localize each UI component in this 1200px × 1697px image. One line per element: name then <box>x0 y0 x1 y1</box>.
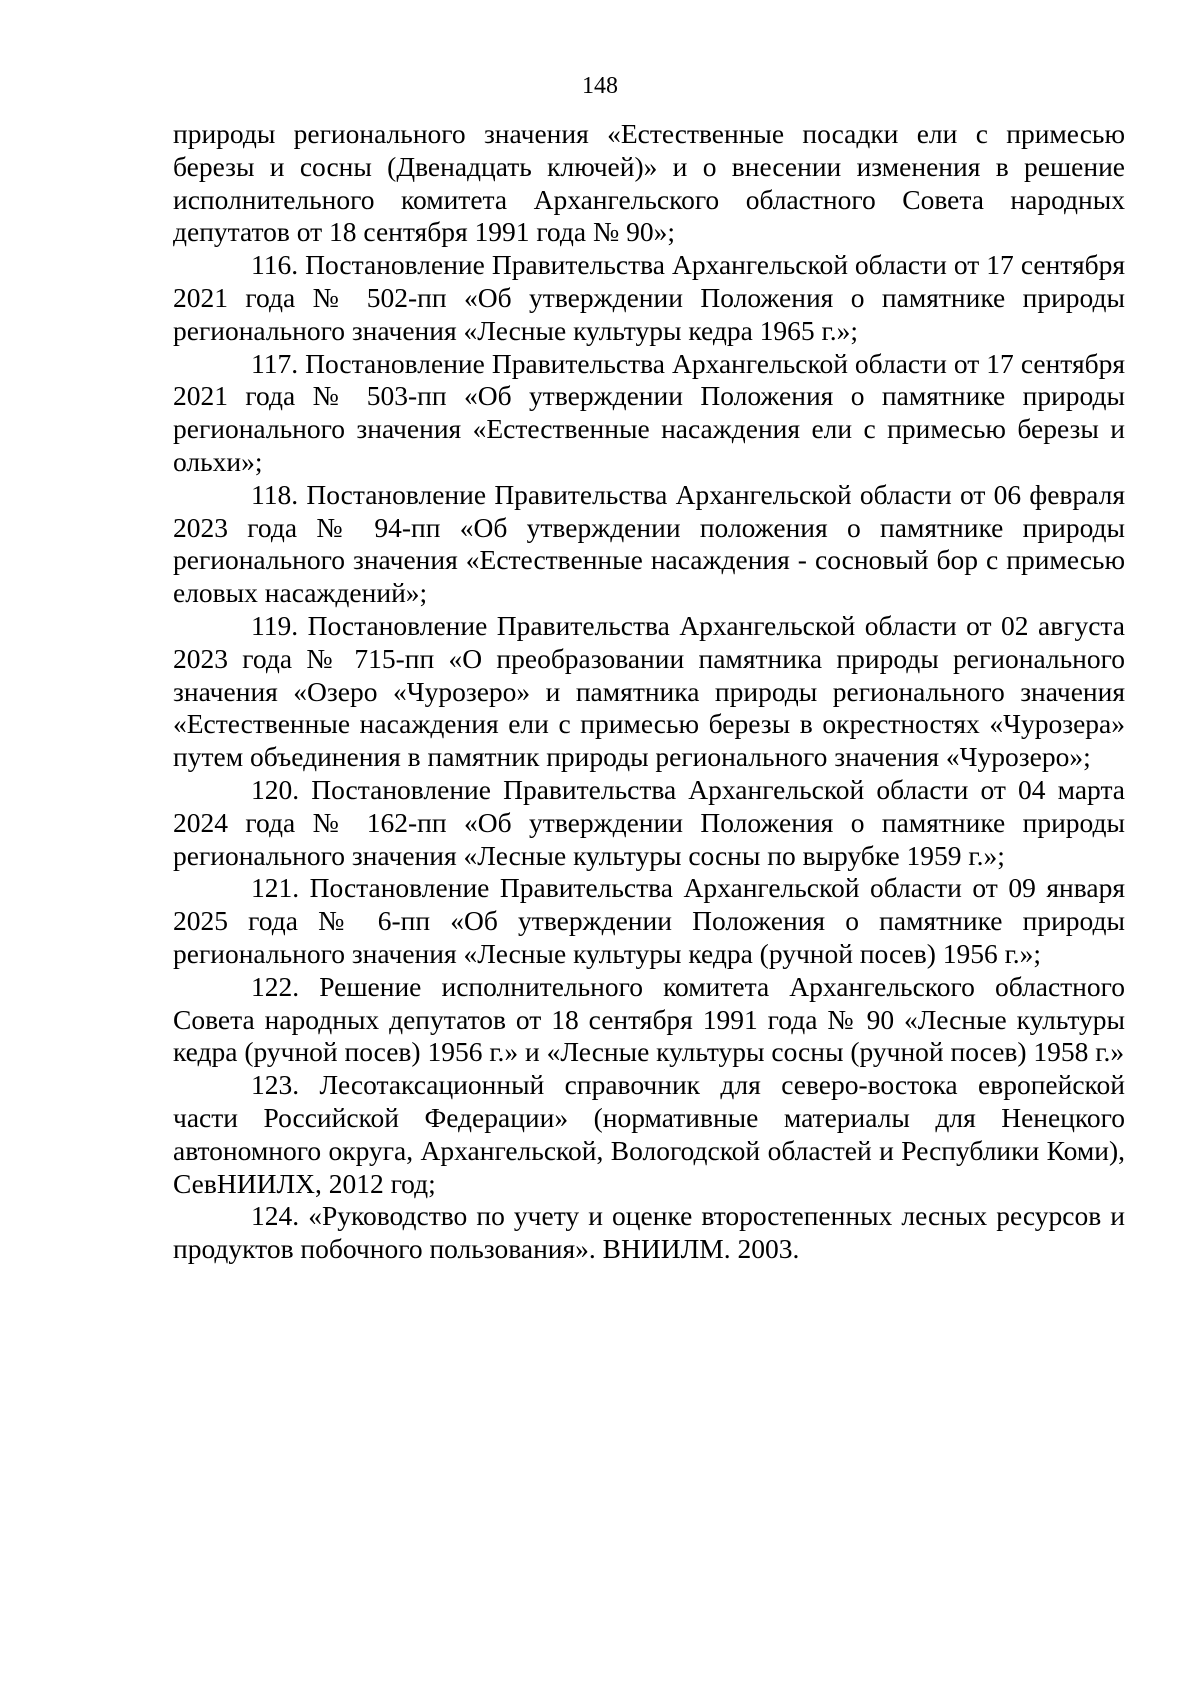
document-body <box>173 118 1125 1266</box>
item-text: Лесотаксационный справочник для северо-востока европейской части Российской Федерации» (нормативные материалы для Ненецкого автономного округа, Архангельской, Вологодской областей и Республики Коми), СевНИИЛХ, 2012 год; <box>173 1069 1125 1199</box>
page-number: 148 <box>582 73 618 99</box>
item-text: Постановление Правительства Архангельской области от 09 января 2025 года № 6-пп «Об утверждении Положения о памятнике природы регионального значения «Лесные культуры кедра (ручной посев) 1956 г.»; <box>173 872 1125 969</box>
item-text: «Руководство по учету и оценке второстепенных лесных ресурсов и продуктов побочного пользования». ВНИИЛМ. 2003. <box>173 1200 1126 1265</box>
item-number: 123. <box>251 1069 300 1101</box>
item-number: 117. <box>251 347 299 379</box>
list-item-119 <box>173 610 1125 774</box>
list-item-123 <box>173 1069 1125 1200</box>
list-item-120 <box>173 774 1125 872</box>
continuation-paragraph: природы регионального значения «Естественные посадки ели с примесью березы и сосны (Двенадцать ключей)» и о внесении изменения в решение исполнительного комитета Архангельского областного Совета народных депутатов от 18 сентября 1991 года № 90»; <box>173 118 1125 248</box>
item-text: Постановление Правительства Архангельской области от 04 марта 2024 года № 162-пп «Об утверждении Положения о памятнике природы регионального значения «Лесные культуры сосны по вырубке 1959 г.»; <box>173 773 1125 871</box>
item-number: 116. <box>251 249 299 281</box>
item-text: Постановление Правительства Архангельской области от 17 сентября 2021 года № 503-пп «Об утверждении Положения о памятнике природы регионального значения «Естественные насаждения ели с примесью березы и ольхи»; <box>173 347 1125 477</box>
item-number: 122. <box>251 970 300 1002</box>
list-item-122 <box>173 971 1125 1069</box>
item-number: 121. <box>251 872 300 904</box>
item-text: Постановление Правительства Архангельской области от 06 февраля 2023 года № 94-пп «Об утверждении положения о памятнике природы регионального значения «Естественные насаждения - сосновый бор с примесью еловых насаждений»; <box>173 478 1125 609</box>
item-number: 120. <box>251 773 300 805</box>
list-item-118 <box>173 479 1125 610</box>
item-number: 124. <box>251 1200 300 1232</box>
list-item-124 <box>173 1200 1125 1266</box>
list-item-116 <box>173 249 1125 347</box>
list-item-121 <box>173 872 1125 970</box>
item-text: Решение исполнительного комитета Архангельского областного Совета народных депутатов от 18 сентября 1991 года № 90 «Лесные культуры кедра (ручной посев) 1956 г.» и «Лесные культуры сосны (ручной посев) 1958 г.» <box>173 970 1125 1068</box>
item-number: 118. <box>251 478 299 510</box>
item-text: Постановление Правительства Архангельской области от 02 августа 2023 года № 715-пп «О преобразовании памятника природы регионального значения «Озеро «Чурозеро» и памятника природы регионального значения «Естественные насаждения ели с примесью березы в окрестностях «Чурозера» путем объединения в памятник природы регионального значения «Чурозеро»; <box>173 609 1125 773</box>
list-item-117 <box>173 348 1125 479</box>
item-text: Постановление Правительства Архангельской области от 17 сентября 2021 года № 502-пп «Об утверждении Положения о памятнике природы регионального значения «Лесные культуры кедра 1965 г.»; <box>173 249 1125 346</box>
item-number: 119. <box>251 609 299 641</box>
